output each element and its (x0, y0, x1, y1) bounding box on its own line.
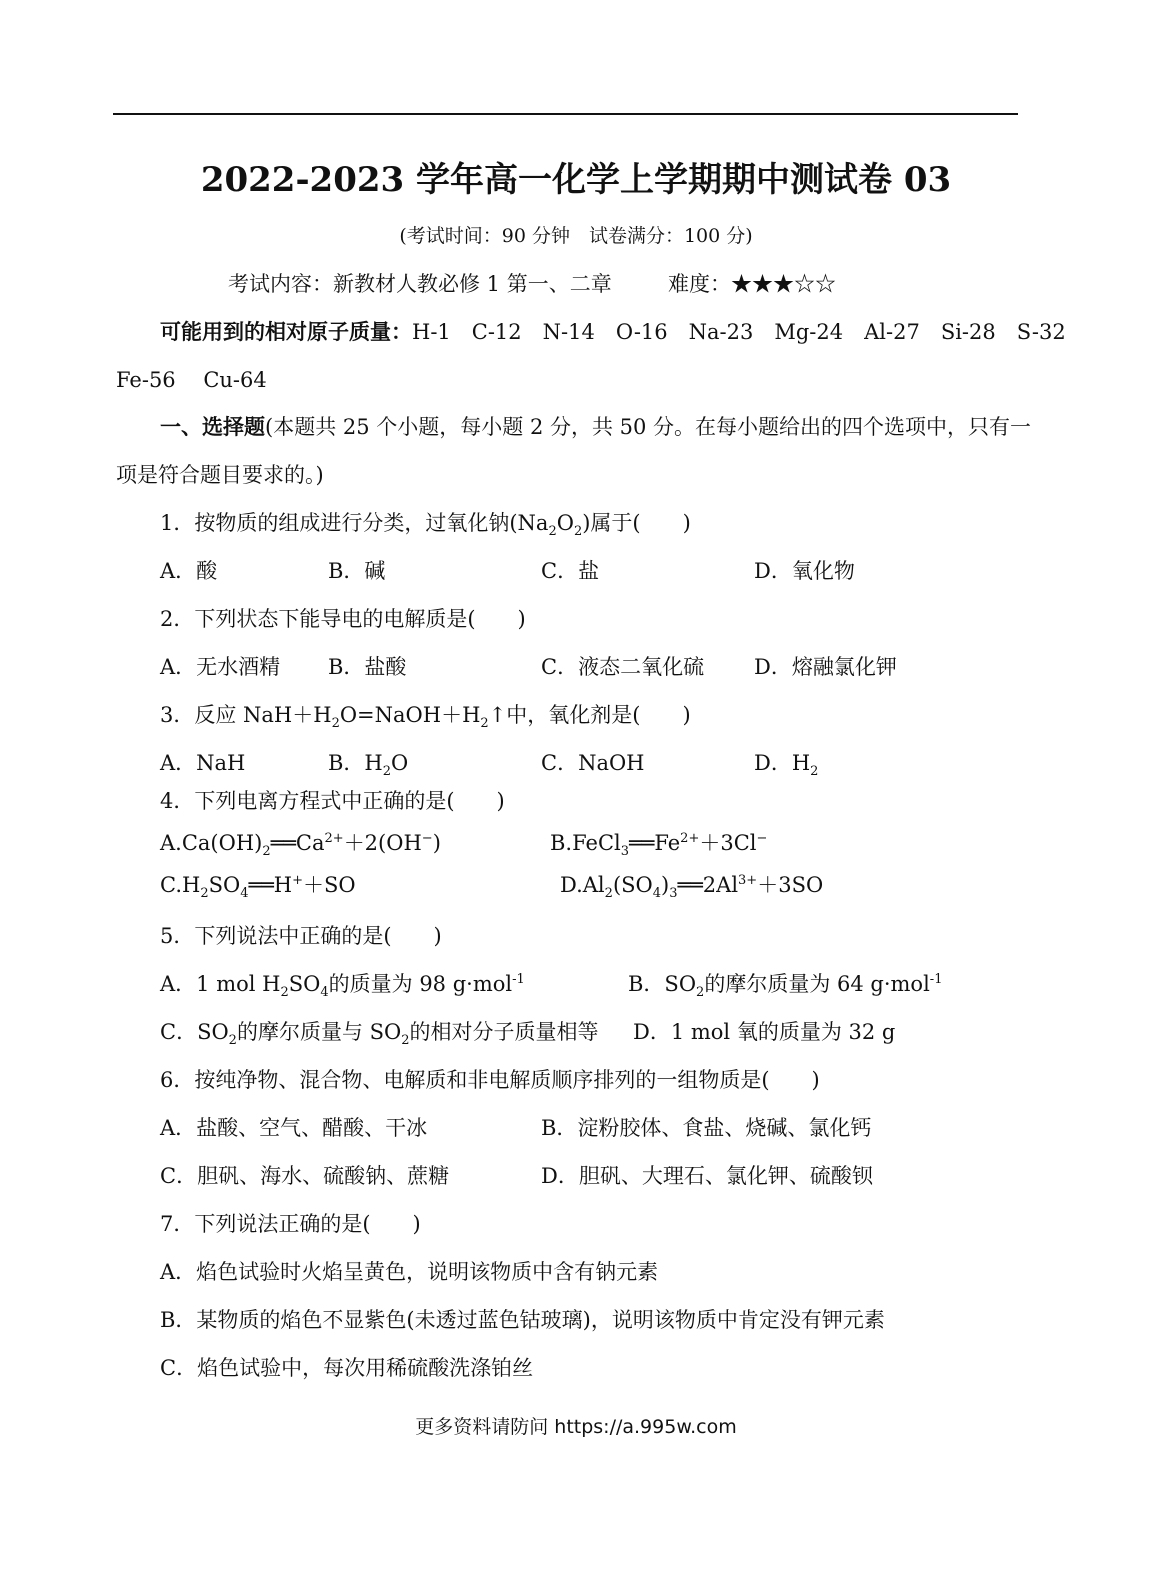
section1-desc: (本题共 25 个小题，每小题 2 分，共 50 分。在每小题给出的四个选项中，只有一 (265, 415, 1032, 439)
atomic-masses-line1 (160, 318, 1066, 346)
atomic-mass-label: 可能用到的相对原子质量： (160, 319, 412, 344)
q6-option-a: A．盐酸、空气、醋酸、干冰 (160, 1116, 428, 1140)
q7-option-c: C．焰色试验中，每次用稀硫酸洗涤铂丝 (160, 1356, 534, 1380)
q5-option-b: B．$SO_2$的摩尔质量为 64 g·mol$^{-1}$ (628, 972, 943, 1001)
q6-option-c: C．胆矾、海水、硫酸钠、蔗糖 (160, 1164, 450, 1188)
q1-option-b: B．碱 (328, 559, 386, 583)
question-3-stem: 3．反应 $NaH+H_2O=NaOH+H_2↑$中，氧化剂是( ) (160, 703, 691, 732)
q1-option-d: D．氧化物 (754, 559, 855, 583)
page-title: 2022-2023 学年高一化学上学期期中测试卷 03 (200, 160, 952, 200)
q4-option-b: $B.FeCl_3══Fe^{2+}+3Cl^-$ (550, 831, 768, 860)
q4-option-a: $A.Ca(OH)_2══Ca^{2+}+2(OH^-)$ (160, 831, 441, 860)
q5-option-c: C．$SO_2$的摩尔质量与 $SO_2$的相对分子质量相等 (160, 1020, 599, 1049)
q1-option-a: A．酸 (160, 559, 218, 583)
atomic-mass-values: H-1 C-12 N-14 O-16 Na-23 Mg-24 Al-27 Si-28 S-32 (412, 320, 1066, 344)
q2-option-c: C．液态二氧化硫 (541, 655, 705, 679)
atomic-masses-line2: Fe-56 Cu-64 (116, 368, 267, 392)
q3-option-a: A．NaH (160, 751, 246, 775)
q4-option-c: $C.H_2SO_4══H^++SO$ (160, 873, 356, 902)
exam-info: (考试时间：90 分钟 试卷满分：100 分) (399, 225, 753, 247)
q6-option-d: D．胆矾、大理石、氯化钾、硫酸钡 (541, 1164, 873, 1188)
question-5-stem: 5．下列说法中正确的是( ) (160, 924, 442, 948)
q5-option-d: D．1 mol 氧的质量为 32 g (633, 1020, 896, 1044)
section1-line1 (160, 413, 1031, 441)
q7-option-b: B．某物质的焰色不显紫色(未透过蓝色钴玻璃)，说明该物质中肯定没有钾元素 (160, 1308, 885, 1332)
q2-option-d: D．熔融氯化钾 (754, 655, 897, 679)
question-4-stem: 4．下列电离方程式中正确的是( ) (160, 789, 505, 813)
question-1-stem: 1．按物质的组成进行分类，过氧化钠$(Na_2O_2)$属于( ) (160, 511, 691, 540)
q6-option-b: B．淀粉胶体、食盐、烧碱、氯化钙 (541, 1116, 872, 1140)
question-6-stem: 6．按纯净物、混合物、电解质和非电解质顺序排列的一组物质是( ) (160, 1068, 820, 1092)
question-2-stem: 2．下列状态下能导电的电解质是( ) (160, 607, 526, 631)
q5-option-a: A．1 mol $H_2SO_4$的质量为 98 g·mol$^{-1}$ (160, 972, 525, 1001)
q1-option-c: C．盐 (541, 559, 600, 583)
question-7-stem: 7．下列说法正确的是( ) (160, 1212, 421, 1236)
footer-link[interactable]: 更多资料请防问 https://a.995w.com (415, 1416, 737, 1438)
difficulty-rating: 难度：★★★☆☆ (668, 272, 836, 296)
section1-desc-cont: 项是符合题目要求的。) (116, 463, 324, 487)
q7-option-a: A．焰色试验时火焰呈黄色，说明该物质中含有钠元素 (160, 1260, 659, 1284)
q3-option-b: B．$H_2O$ (328, 751, 409, 780)
q4-option-d: $D.Al_2(SO_4)_3══2Al^{3+}+3SO$ (560, 873, 824, 902)
content-info (228, 270, 612, 298)
q2-option-a: A．无水酒精 (160, 655, 281, 679)
top-rule (113, 113, 1018, 115)
q2-option-b: B．盐酸 (328, 655, 407, 679)
q3-option-d: D．$H_2$ (754, 751, 819, 780)
q3-option-c: C．NaOH (541, 751, 645, 775)
content-label: 考试内容：新教材人教必修 1 第一、二章 (228, 272, 612, 296)
section1-heading: 一、选择题 (160, 414, 265, 439)
